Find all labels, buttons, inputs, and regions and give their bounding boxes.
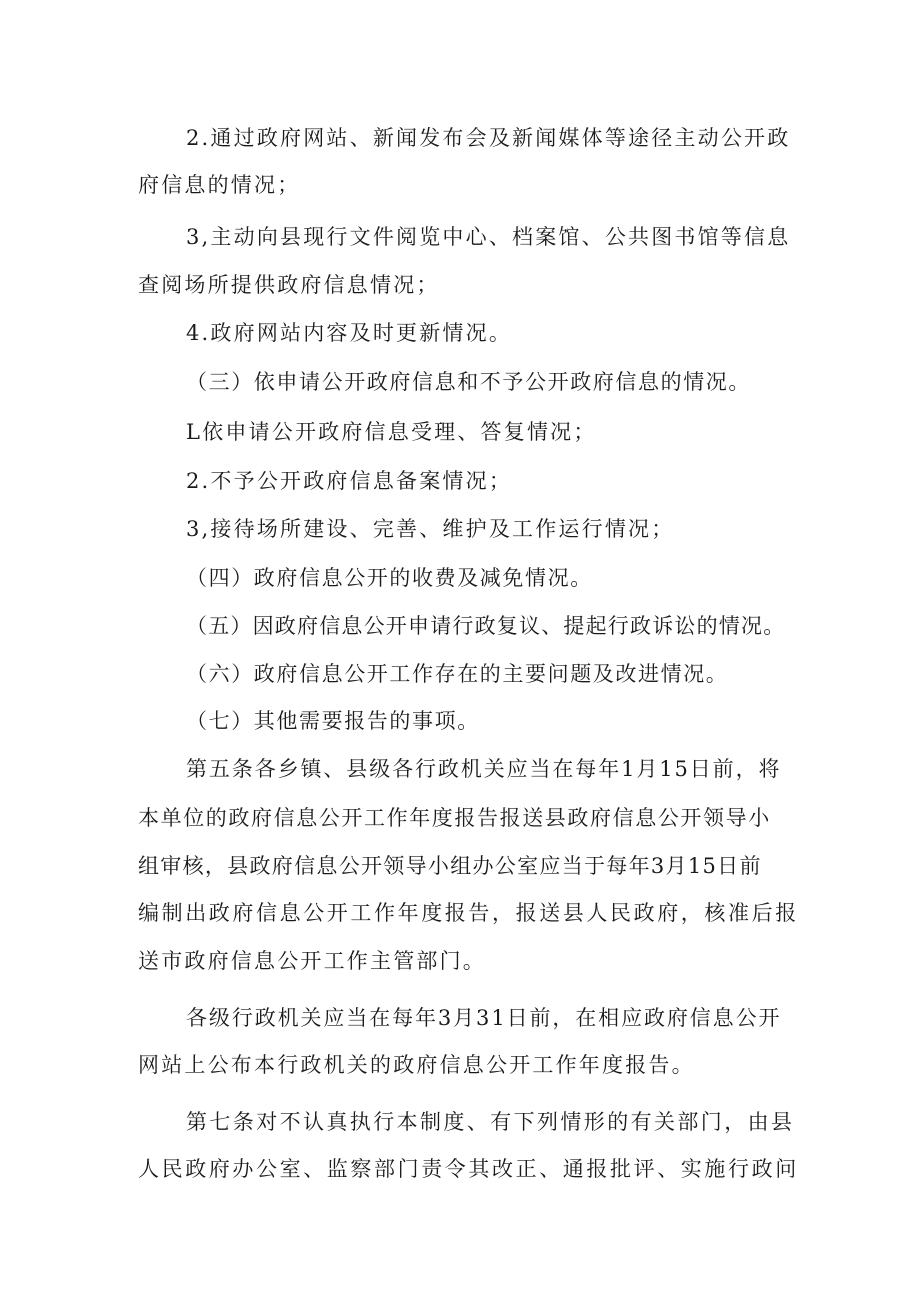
text-line: 网站上公布本行政机关的政府信息公开工作年度报告。: [138, 1053, 695, 1077]
section-heading: （六）政府信息公开工作存在的主要问题及改进情况。: [186, 662, 729, 686]
text-line: 本单位的政府信息公开工作年度报告报送县政府信息公开领导小: [138, 806, 771, 830]
text-line: 3,主动向县现行文件阅览中心、档案馆、公共图书馆等信息: [186, 225, 791, 249]
text-line: 编制出政府信息公开工作年度报告，报送县人民政府，核准后报: [138, 901, 799, 925]
text-line: 送市政府信息公开工作主管部门。: [138, 949, 486, 973]
section-heading: （四）政府信息公开的收费及减免情况。: [186, 566, 593, 590]
text-line: 第七条对不认真执行本制度、有下列情形的有关部门，由县: [186, 1110, 795, 1134]
text-line: 查阅场所提供政府信息情况；: [138, 273, 440, 297]
text-line: 人民政府办公室、监察部门责令其改正、通报批评、实施行政问: [138, 1157, 799, 1181]
text-line: 2.不予公开政府信息备案情况；: [186, 469, 513, 493]
text-line: 府信息的情况；: [138, 173, 301, 197]
text-line: 3,接待场所建设、完善、维护及工作运行情况；: [186, 517, 675, 541]
text-line: 2.通过政府网站、新闻发布会及新闻媒体等途径主动公开政: [186, 126, 791, 150]
text-line: 组审核，县政府信息公开领导小组办公室应当于每年3月15日前: [138, 854, 762, 878]
text-line: 4.政府网站内容及时更新情况。: [186, 321, 513, 345]
section-heading: （七）其他需要报告的事项。: [186, 709, 480, 733]
text-line: 第五条各乡镇、县级各行政机关应当在每年1月15日前，将: [186, 757, 782, 781]
section-heading: （五）因政府信息公开申请行政复议、提起行政诉讼的情况。: [186, 614, 786, 638]
section-heading: （三）依申请公开政府信息和不予公开政府信息的情况。: [186, 370, 751, 394]
text-line: L依申请公开政府信息受理、答复情况；: [186, 420, 597, 444]
text-line: 各级行政机关应当在每年3月31日前，在相应政府信息公开: [186, 1006, 782, 1030]
